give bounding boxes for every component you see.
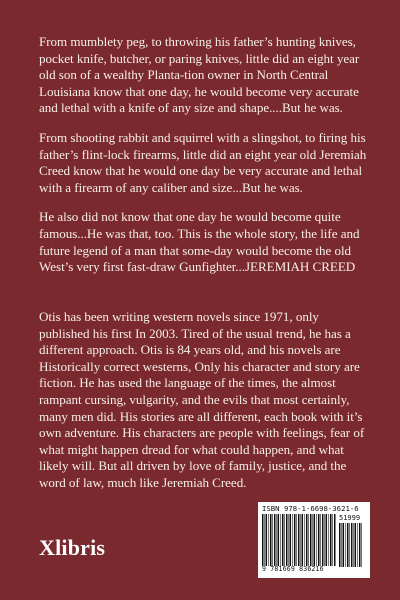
- isbn-barcode-panel: [258, 502, 370, 578]
- author-bio: [39, 309, 369, 492]
- ean-barcode-icon: [262, 514, 336, 566]
- blurb-paragraph-3: He also did not know that one day he would become quite famous...He was that, too. This is the whole story, the life and future legend of a man that some-day would become the old West’s very first fast-draw Gunfighter...JEREMIAH CREED: [39, 209, 360, 275]
- isbn-label: ISBN 978-1-6698-3621-6: [262, 504, 359, 513]
- blurb-paragraph-2: From shooting rabbit and squirrel with a slingshot, to firing his father’s flint-lock firearms, little did an eight year old Jeremiah Creed know that he would one day be very accurate and lethal with a firearm of any caliber and size...But he was.: [39, 129, 367, 195]
- barcode-row: [262, 514, 366, 567]
- book-blurb: [39, 34, 369, 289]
- price-code: 51999: [339, 514, 361, 522]
- blurb-paragraph-1: From mumblety peg, to throwing his father’s hunting knives, pocket knife, butcher, or paring knives, little did an eight year old son of a wealthy Planta-tion owner in North Central Louisiana know that one day, he would become very accurate and lethal with a knife of any size and shape....But he was.: [39, 34, 360, 116]
- publisher-logo: Xlibris: [39, 535, 106, 560]
- author-bio-text: Otis has been writing western novels since 1971, only published his first In 2003. Tired of the usual trend, he has a different approach. Otis is 84 years old, and his novels are Historically correct westerns, Only his character and story are fiction. He has used the language of the times, the almost rampant cursing, vulgarity, and the evils that most certainly, many men did. His stories are all different, each book with it’s own adventure. His characters are people with feelings, fear of what might happen dread for what could happen, and what likely will. But all driven by love of family, justice, and the word of law, much like Jeremiah Creed.: [39, 309, 365, 490]
- price-barcode-block: [339, 514, 363, 567]
- price-barcode-icon: [339, 523, 363, 567]
- ean-digits: 9 781669 836216: [262, 565, 324, 573]
